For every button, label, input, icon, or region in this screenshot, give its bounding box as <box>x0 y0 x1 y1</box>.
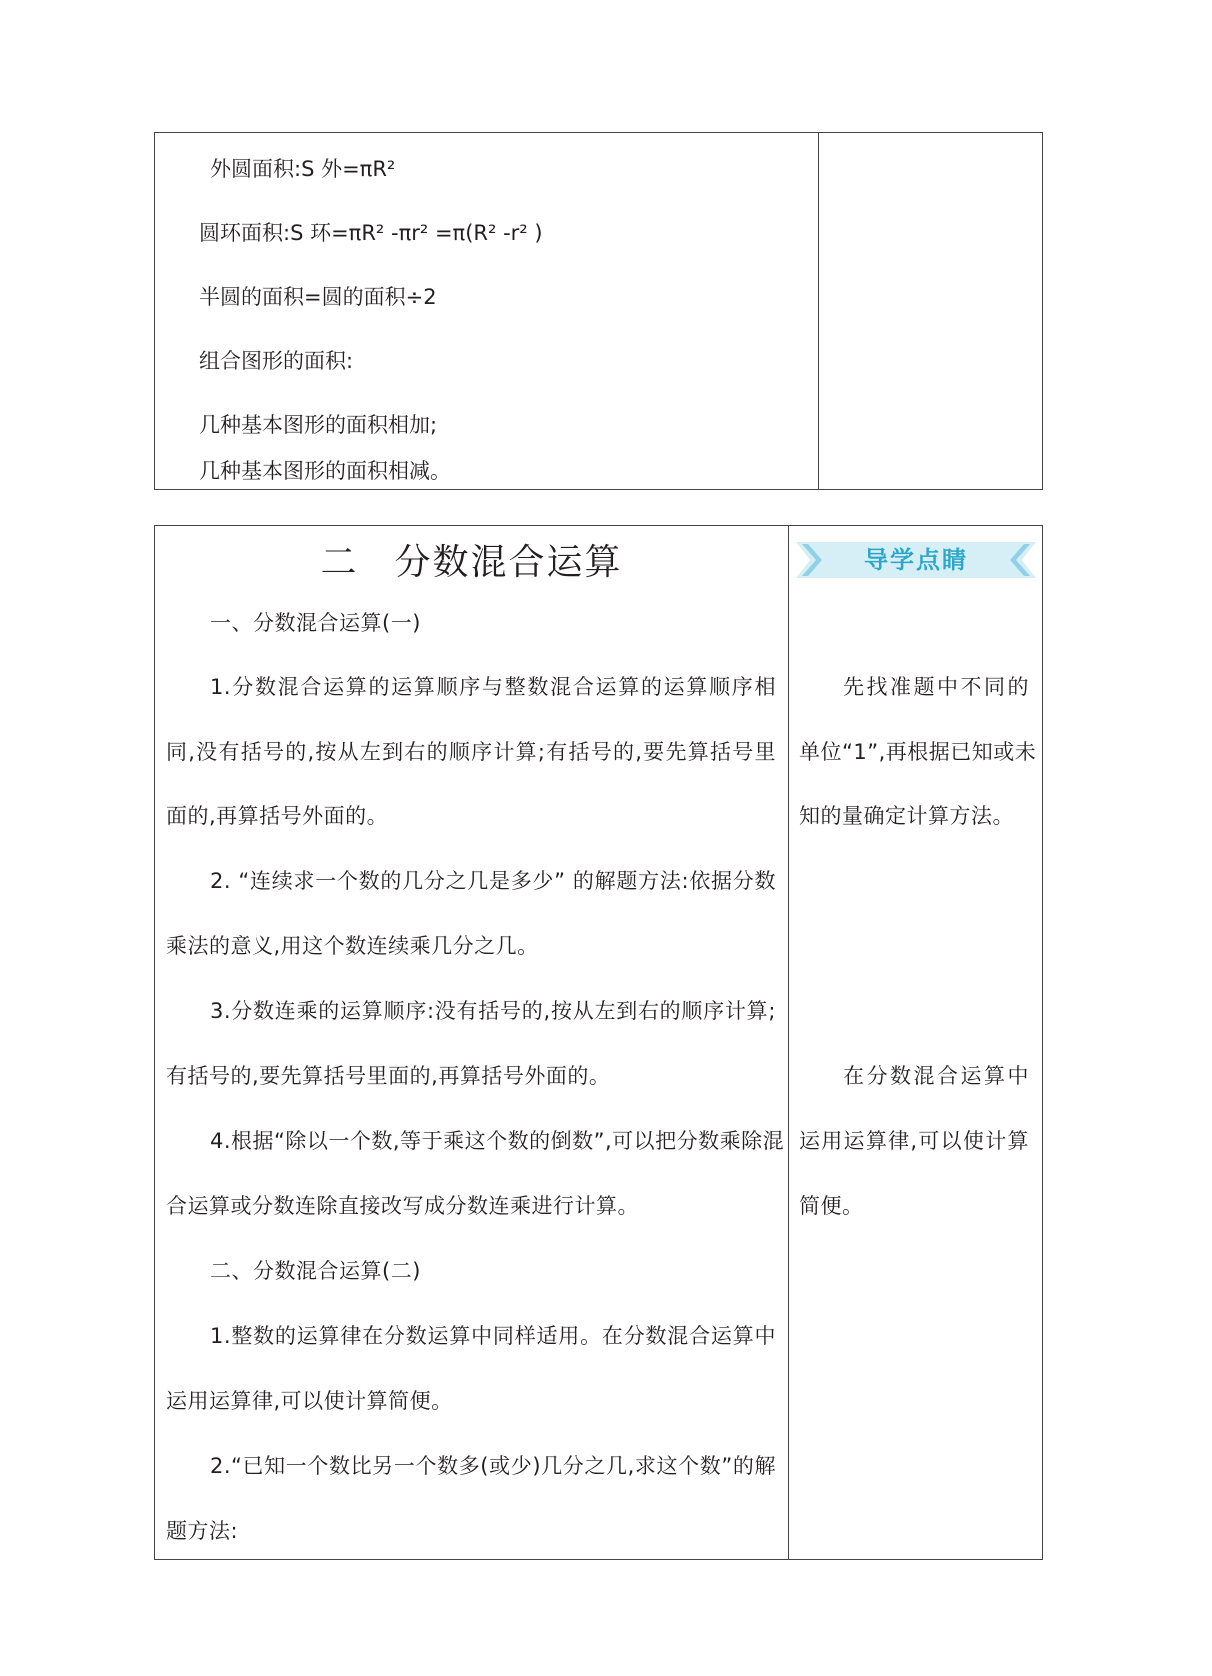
body-line: 面的,再算括号外面的。 <box>166 804 389 828</box>
body-line: 有括号的,要先算括号里面的,再算括号外面的。 <box>166 1064 611 1088</box>
fraction-operations-table <box>154 525 1043 1560</box>
composite-area-heading: 组合图形的面积: <box>199 349 354 373</box>
composite-area-subtract: 几种基本图形的面积相减。 <box>199 459 451 483</box>
section-number: 二 <box>320 542 359 583</box>
body-line: 2.“已知一个数比另一个数多(或少)几分之几,求这个数”的解 <box>210 1454 776 1478</box>
body-line: 合运算或分数连除直接改写成分数连乘进行计算。 <box>166 1194 639 1218</box>
formula-table <box>154 132 1043 490</box>
body-line: 2. “连续求一个数的几分之几是多少” 的解题方法:依据分数 <box>210 869 776 893</box>
subsection-heading-1: 一、分数混合运算(一) <box>210 611 421 635</box>
outer-circle-area: 外圆面积:S 外=πR² <box>210 157 396 181</box>
tip-line: 在分数混合运算中 <box>843 1064 1029 1088</box>
tip-line: 先找准题中不同的 <box>843 675 1029 699</box>
section-title-text: 分数混合运算 <box>394 542 623 583</box>
body-line: 1.整数的运算律在分数运算中同样适用。在分数混合运算中 <box>210 1324 776 1348</box>
body-line: 运用运算律,可以使计算简便。 <box>166 1389 453 1413</box>
body-line: 同,没有括号的,按从左到右的顺序计算;有括号的,要先算括号里 <box>166 740 776 764</box>
composite-area-add: 几种基本图形的面积相加; <box>199 413 438 437</box>
column-divider <box>788 526 789 1559</box>
guide-banner <box>796 538 1036 582</box>
semicircle-area: 半圆的面积=圆的面积÷2 <box>199 285 437 309</box>
subsection-heading-2: 二、分数混合运算(二) <box>210 1259 421 1283</box>
column-divider <box>818 133 819 489</box>
tip-line: 知的量确定计算方法。 <box>799 804 1014 828</box>
body-line: 4.根据“除以一个数,等于乘这个数的倒数”,可以把分数乘除混 <box>210 1129 785 1153</box>
section-title <box>155 534 788 585</box>
body-line: 题方法: <box>166 1519 239 1543</box>
ring-area: 圆环面积:S 环=πR² -πr² =π(R² -r² ) <box>199 221 543 245</box>
body-line: 1.分数混合运算的运算顺序与整数混合运算的运算顺序相 <box>210 675 776 699</box>
body-line: 乘法的意义,用这个数连续乘几分之几。 <box>166 934 539 958</box>
tip-line: 简便。 <box>799 1194 864 1218</box>
tip-line: 运用运算律,可以使计算 <box>799 1129 1029 1153</box>
banner-label: 导学点睛 <box>864 546 968 574</box>
tip-line: 单位“1”,再根据已知或未 <box>799 740 1037 764</box>
body-line: 3.分数连乘的运算顺序:没有括号的,按从左到右的顺序计算; <box>210 999 776 1023</box>
